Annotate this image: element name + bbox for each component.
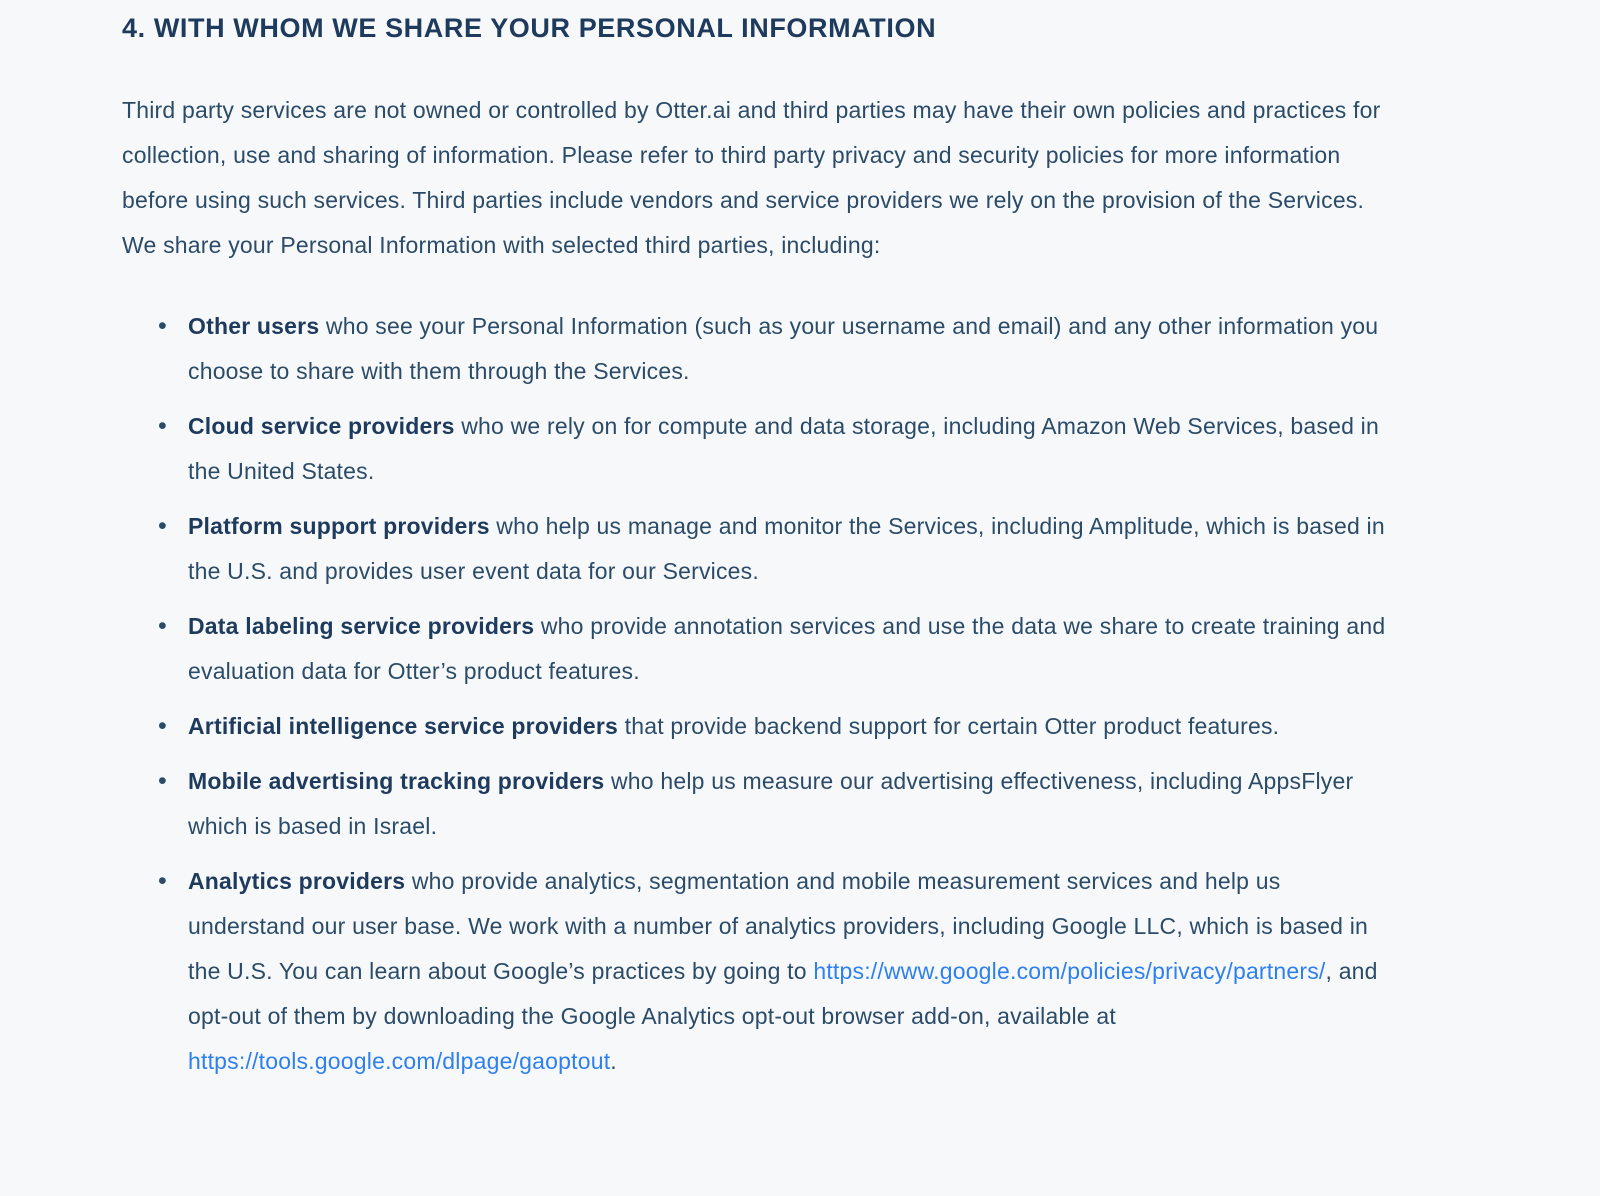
list-item-text: who provide annotation services and use the data we share to create training and evaluation data for Otter’s product features. <box>188 613 1386 684</box>
section-heading: 4. WITH WHOM WE SHARE YOUR PERSONAL INFORMATION <box>122 13 937 43</box>
list-item-analytics-providers <box>122 859 1402 1084</box>
list-item-lead: Cloud service providers <box>188 413 455 439</box>
list-item-text: , and opt-out of them by downloading the Google Analytics opt-out browser add-on, available at <box>188 958 1378 1029</box>
list-item-platform-support-providers <box>122 504 1402 594</box>
section-content <box>122 12 1402 1084</box>
list-item-text: that provide backend support for certain Otter product features. <box>618 713 1280 739</box>
list-item-lead: Other users <box>188 313 320 339</box>
google-privacy-partners-link[interactable]: https://www.google.com/policies/privacy/partners/ <box>813 958 1326 984</box>
list-item-text: . <box>610 1048 617 1074</box>
list-item-text: who provide analytics, segmentation and mobile measurement services and help us understand our user base. We work with a number of analytics providers, including Google LLC, which is based in the U.S. You can learn about Google’s practices by going to <box>188 868 1369 984</box>
list-item-lead: Mobile advertising tracking providers <box>188 768 605 794</box>
list-item-text: who help us measure our advertising effectiveness, including AppsFlyer which is based in Israel. <box>188 768 1354 839</box>
list-item-lead: Artificial intelligence service providers <box>188 713 619 739</box>
section-intro-paragraph: Third party services are not owned or controlled by Otter.ai and third parties may have their own policies and practices for collection, use and sharing of information. Please refer to third party privacy and security policies for more information before using such services. Third parties include vendors and service providers we rely on the provision of the Services. We share your Personal Information with selected third parties, including: <box>122 97 1381 258</box>
list-item-other-users <box>122 304 1402 394</box>
list-item-ai-service-providers <box>122 704 1402 749</box>
list-item-cloud-service-providers <box>122 404 1402 494</box>
list-item-lead: Analytics providers <box>188 868 406 894</box>
list-item-text: who we rely on for compute and data storage, including Amazon Web Services, based in the United States. <box>188 413 1379 484</box>
list-item-lead: Platform support providers <box>188 513 490 539</box>
list-item-data-labeling-providers <box>122 604 1402 694</box>
google-analytics-optout-link[interactable]: https://tools.google.com/dlpage/gaoptout <box>188 1048 611 1074</box>
third-party-list <box>122 304 1402 1084</box>
list-item-mobile-ad-tracking-providers <box>122 759 1402 849</box>
list-item-text: who see your Personal Information (such as your username and email) and any other information you choose to share with them through the Services. <box>188 313 1379 384</box>
list-item-text: who help us manage and monitor the Services, including Amplitude, which is based in the U.S. and provides user event data for our Services. <box>188 513 1385 584</box>
list-item-lead: Data labeling service providers <box>188 613 535 639</box>
